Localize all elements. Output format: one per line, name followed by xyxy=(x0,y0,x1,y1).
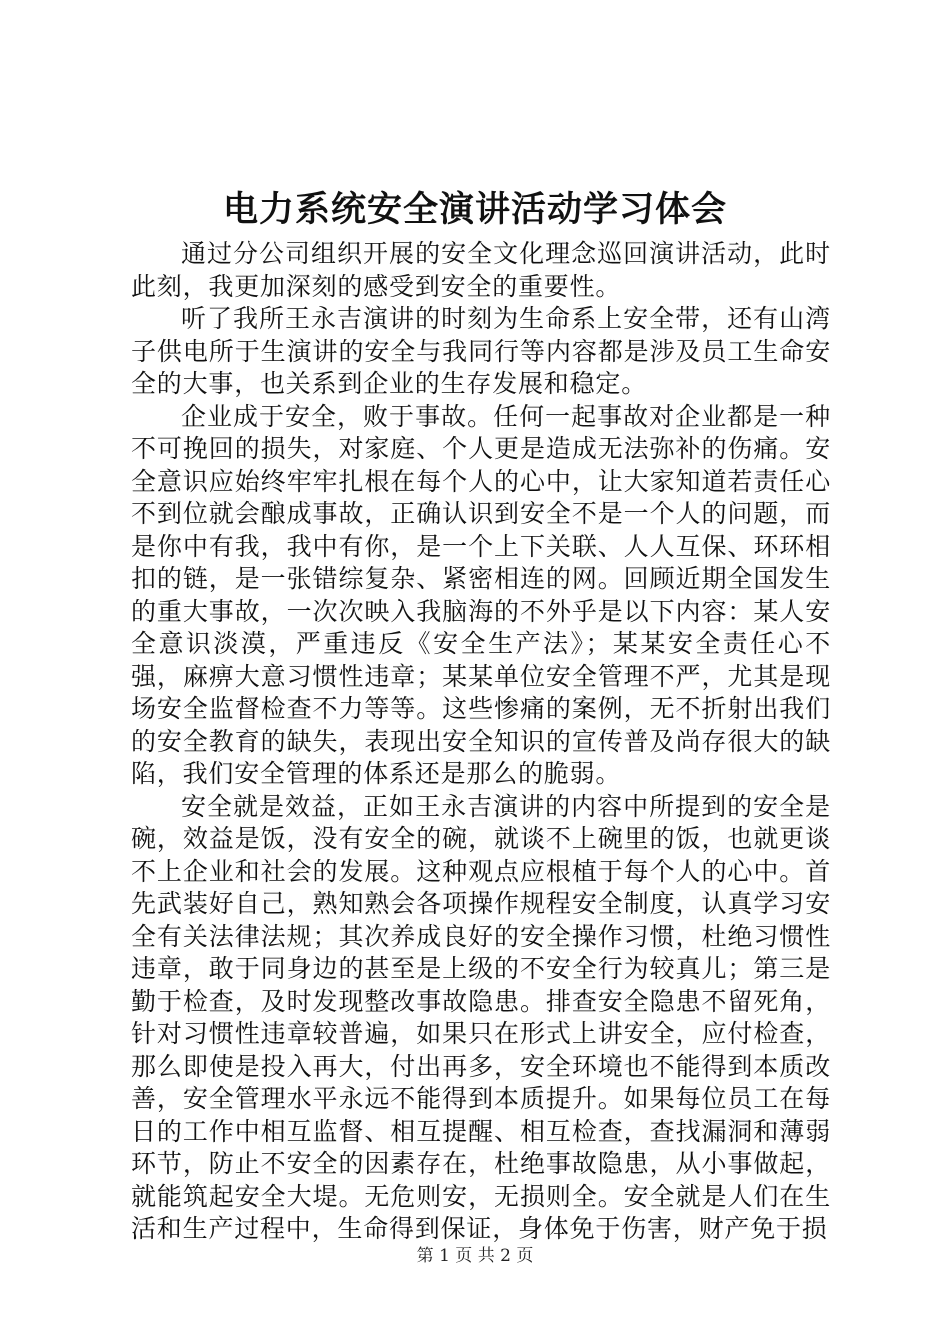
document-title: 电力系统安全演讲活动学习体会 xyxy=(222,189,727,230)
document-body xyxy=(131,238,831,1246)
paragraph: 安全就是效益，正如王永吉演讲的内容中所提到的安全是碗，效益是饭，没有安全的碗，就谈不上碗里的饭，也就更谈不上企业和社会的发展。这种观点应根植于每个人的心中。首先武装好自己，熟知熟会各项操作规程安全制度，认真学习安全有关法律法规；其次养成良好的安全操作习惯，杜绝习惯性违章，敢于同身边的甚至是上级的不安全行为较真儿；第三是勤于检查，及时发现整改事故隐患。排查安全隐患不留死角，针对习惯性违章较普遍，如果只在形式上讲安全，应付检查，那么即使是投入再大，付出再多，安全环境也不能得到本质改善，安全管理水平永远不能得到本质提升。如果每位员工在每日的工作中相互监督、相互提醒、相互检查，查找漏洞和薄弱环节，防止不安全的因素存在，杜绝事故隐患，从小事做起，就能筑起安全大堤。无危则安，无损则全。安全就是人们在生活和生产过程中，生命得到保证，身体免于伤害，财产免于损 xyxy=(131,791,831,1243)
paragraph: 企业成于安全，败于事故。任何一起事故对企业都是一种不可挽回的损失，对家庭、个人更是造成无法弥补的伤痛。安全意识应始终牢牢扎根在每个人的心中，让大家知道若责任心不到位就会酿成事故，正确认识到安全不是一个人的问题，而是你中有我，我中有你，是一个上下关联、人人互保、环环相扣的链，是一张错综复杂、紧密相连的网。回顾近期全国发生的重大事故，一次次映入我脑海的不外乎是以下内容：某人安全意识淡漠，严重违反《安全生产法》；某某安全责任心不强，麻痹大意习惯性违章；某某单位安全管理不严，尤其是现场安全监督检查不力等等。这些惨痛的案例，无不折射出我们的安全教育的缺失，表现出安全知识的宣传普及尚存很大的缺陷，我们安全管理的体系还是那么的脆弱。 xyxy=(131,401,831,788)
paragraph: 通过分公司组织开展的安全文化理念巡回演讲活动，此时此刻，我更加深刻的感受到安全的重要性。 xyxy=(131,239,831,301)
page-number: 第 1 页 共 2 页 xyxy=(416,1246,534,1266)
paragraph: 听了我所王永吉演讲的时刻为生命系上安全带，还有山湾子供电所于生演讲的安全与我同行等内容都是涉及员工生命安全的大事，也关系到企业的生存发展和稳定。 xyxy=(131,304,831,398)
